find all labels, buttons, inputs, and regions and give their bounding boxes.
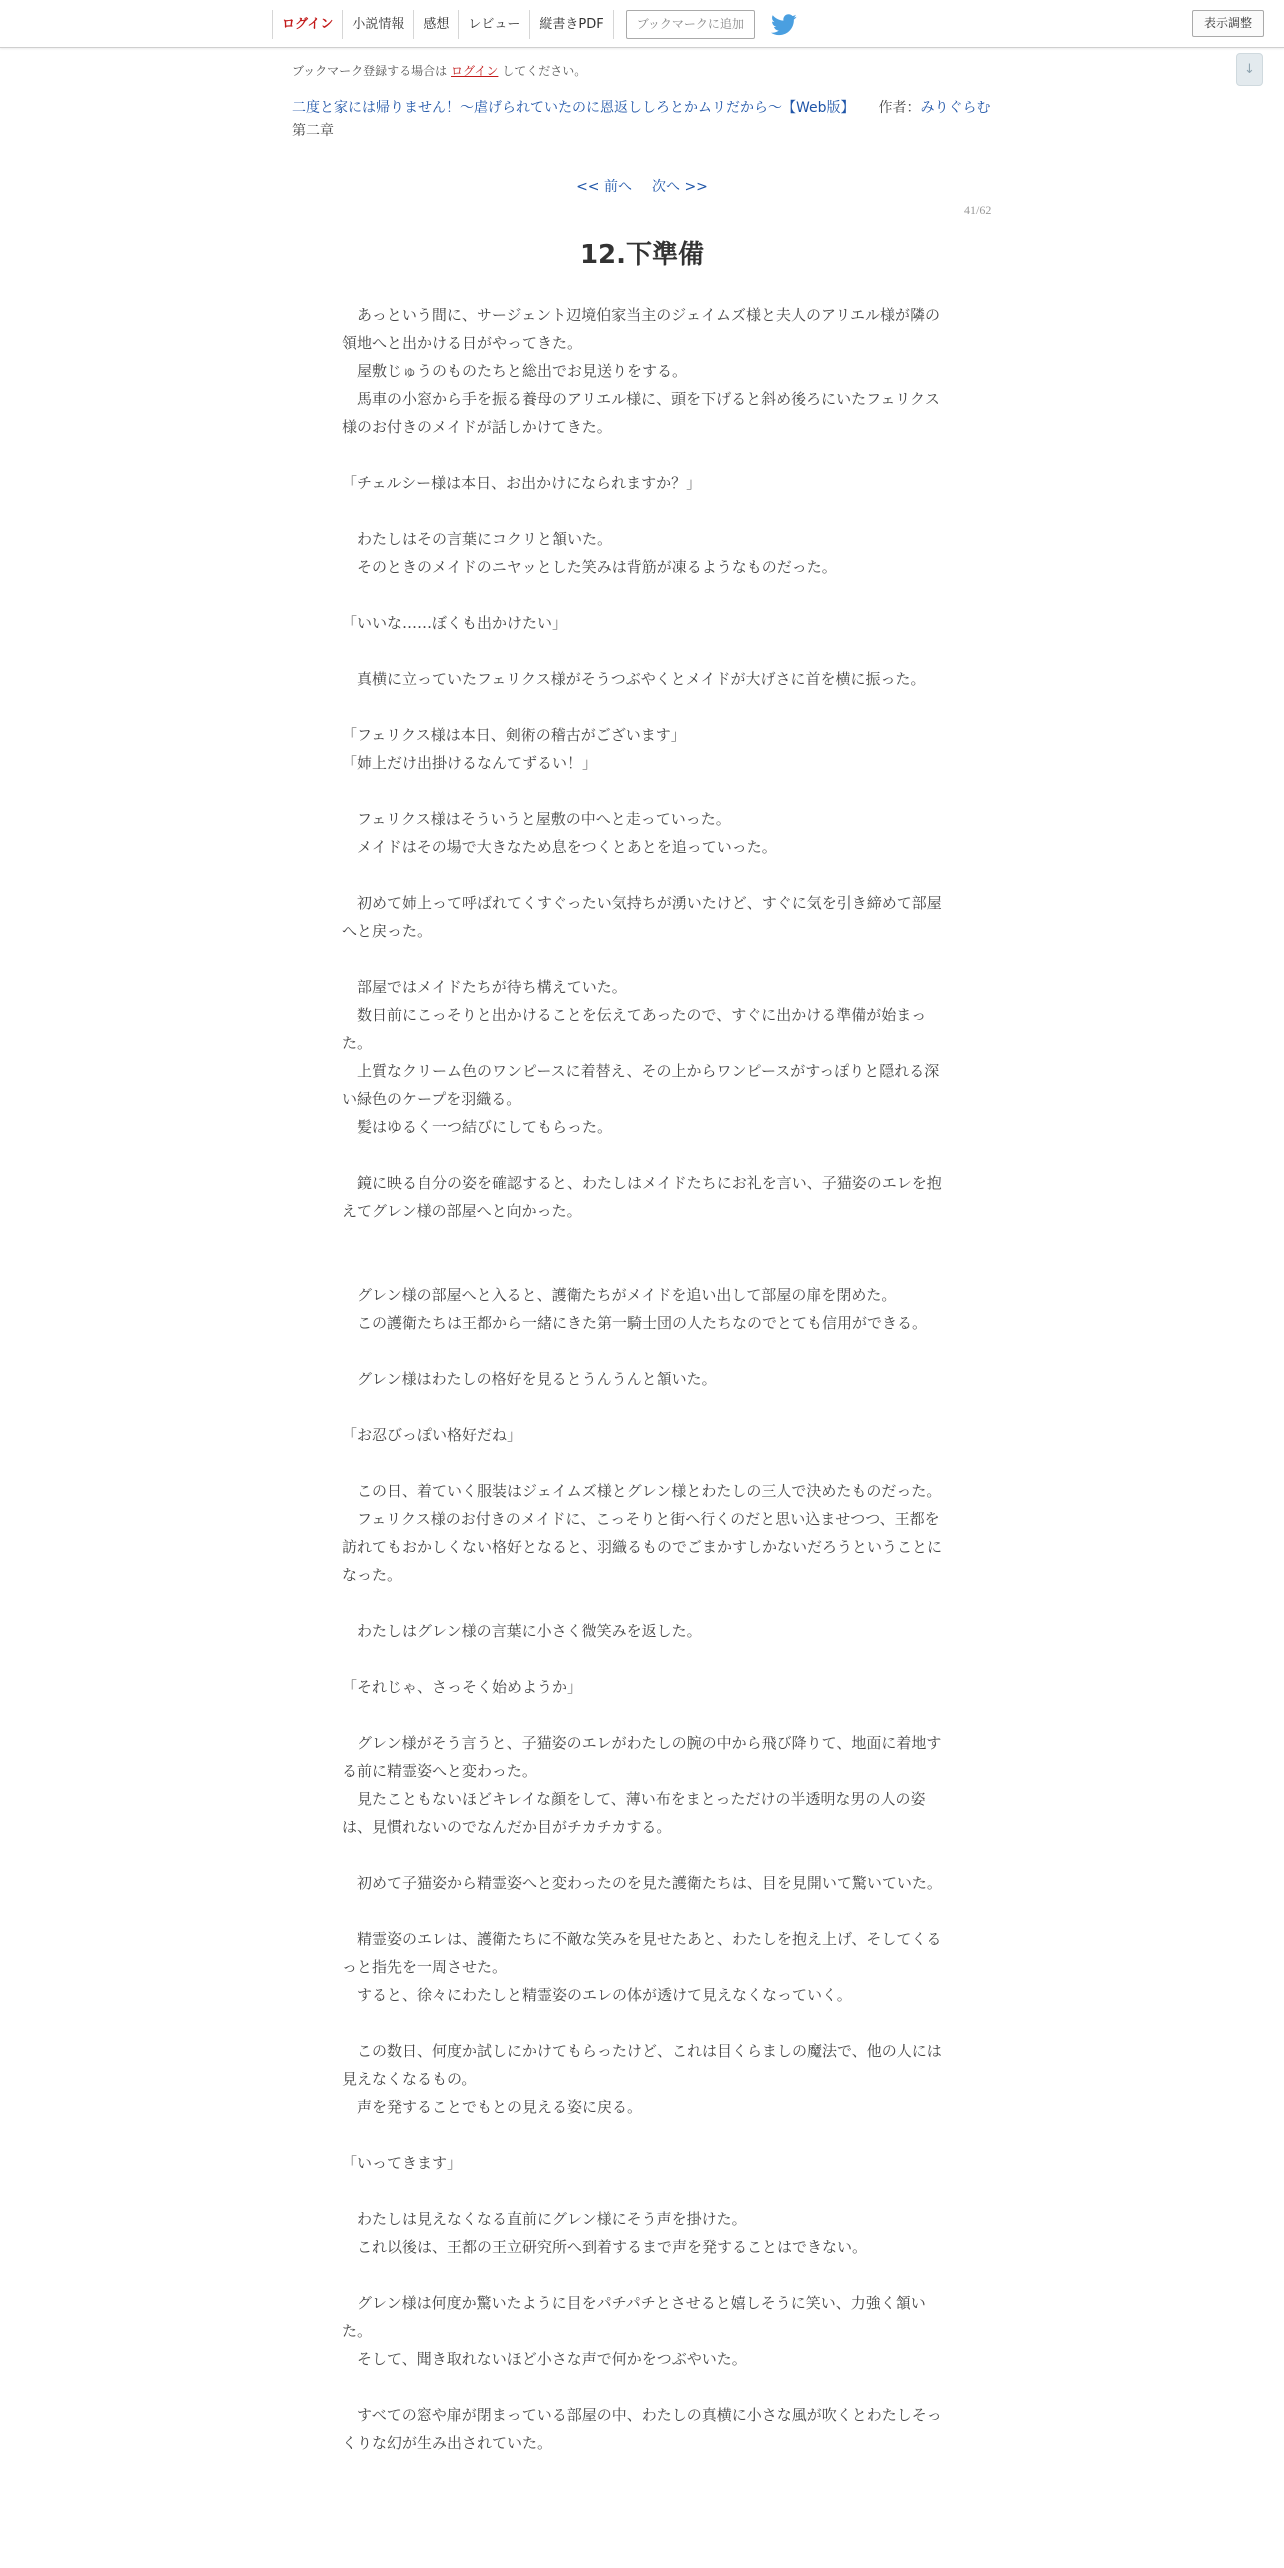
twitter-bird-icon[interactable] bbox=[771, 14, 797, 36]
body-paragraph: 「いってきます」 bbox=[342, 2154, 463, 2172]
body-paragraph: わたしは見えなくなる直前にグレン様にそう声を掛けた。 bbox=[342, 2210, 747, 2228]
nav-impressions-link[interactable]: 感想 bbox=[413, 10, 458, 39]
top-header bbox=[0, 0, 1284, 48]
nav-novel-info-link[interactable]: 小説情報 bbox=[342, 10, 413, 39]
body-paragraph: 数日前にこっそりと出かけることを伝えてあったので、すぐに出かける準備が始まった。 bbox=[342, 1006, 927, 1052]
body-paragraph: 鏡に映る自分の姿を確認すると、わたしはメイドたちにお礼を言い、子猫姿のエレを抱えてグレン様の部屋へと向かった。 bbox=[342, 1174, 942, 1220]
blank-line bbox=[342, 581, 942, 609]
body-paragraph: 初めて姉上って呼ばれてくすぐったい気持ちが湧いたけど、すぐに気を引き締めて部屋へと戻った。 bbox=[342, 894, 942, 940]
chapter-title: 第二章 bbox=[292, 123, 334, 139]
nav-login-link[interactable]: ログイン bbox=[272, 10, 342, 39]
body-paragraph: フェリクス様のお付きのメイドに、こっそりと街へ行くのだと思い込ませつつ、王都を訪れてもおかしくない格好となると、羽織るものでごまかすしかないだろうということになった。 bbox=[342, 1510, 943, 1584]
blank-line bbox=[342, 1225, 942, 1253]
blank-line bbox=[342, 1449, 942, 1477]
bookmark-note-text-end: してください。 bbox=[502, 64, 587, 78]
body-paragraph: そのときのメイドのニヤッとした笑みは背筋が凍るようなものだった。 bbox=[342, 558, 837, 576]
prev-episode-link[interactable]: << 前へ bbox=[576, 179, 632, 195]
bookmark-note-login-link[interactable]: ログイン bbox=[451, 64, 499, 78]
blank-line bbox=[342, 2373, 942, 2401]
bookmark-note-text: ブックマーク登録する場合は bbox=[292, 64, 448, 78]
body-paragraph: 「フェリクス様は本日、剣術の稽古がございます」 bbox=[342, 726, 686, 744]
body-paragraph: わたしはグレン様の言葉に小さく微笑みを返した。 bbox=[342, 1622, 702, 1640]
body-paragraph: 初めて子猫姿から精霊姿へと変わったのを見た護衛たちは、目を見開いて驚いていた。 bbox=[342, 1874, 942, 1892]
body-paragraph: わたしはその言葉にコクリと頷いた。 bbox=[342, 530, 613, 548]
blank-line bbox=[342, 1337, 942, 1365]
novel-title-link[interactable]: 二度と家には帰りません！～虐げられていたのに恩返ししろとかムリだから～【Web版】 bbox=[292, 100, 855, 116]
episode-title: 12.下準備 bbox=[579, 240, 705, 270]
blank-line bbox=[342, 1645, 942, 1673]
body-paragraph: 「チェルシー様は本日、お出かけになられますか？」 bbox=[342, 474, 702, 492]
body-paragraph: 馬車の小窓から手を振る養母のアリエル様に、頭を下げると斜め後ろにいたフェリクス様のお付きのメイドが話しかけてきた。 bbox=[342, 390, 940, 436]
bookmark-login-note bbox=[292, 62, 586, 79]
novel-body-text bbox=[342, 301, 942, 2457]
body-paragraph: 見たこともないほどキレイな顔をして、薄い布をまとっただけの半透明な男の人の姿は、見慣れないのでなんだか目がチカチカする。 bbox=[342, 1790, 926, 1836]
body-paragraph: 「それじゃ、さっそく始めようか」 bbox=[342, 1678, 583, 1696]
blank-line bbox=[342, 861, 942, 889]
body-paragraph: グレン様はわたしの格好を見るとうんうんと頷いた。 bbox=[342, 1370, 717, 1388]
blank-line bbox=[342, 945, 942, 973]
blank-line bbox=[342, 1841, 942, 1869]
body-paragraph: グレン様は何度か驚いたように目をパチパチとさせると嬉しそうに笑い、力強く頷いた。 bbox=[342, 2294, 926, 2340]
blank-line bbox=[342, 2261, 942, 2289]
next-episode-link[interactable]: 次へ >> bbox=[652, 179, 708, 195]
blank-line bbox=[342, 777, 942, 805]
body-paragraph: これ以後は、王都の王立研究所へ到着するまで声を発することはできない。 bbox=[342, 2238, 868, 2256]
body-paragraph: 屋敷じゅうのものたちと総出でお見送りをする。 bbox=[342, 362, 688, 380]
blank-line bbox=[342, 2009, 942, 2037]
body-paragraph: この数日、何度か試しにかけてもらったけど、これは目くらましの魔法で、他の人には見えなくなるもの。 bbox=[342, 2042, 942, 2088]
blank-line bbox=[342, 2177, 942, 2205]
body-paragraph: 上質なクリーム色のワンピースに着替え、その上からワンピースがすっぽりと隠れる深い緑色のケープを羽織る。 bbox=[342, 1062, 940, 1108]
blank-line bbox=[342, 441, 942, 469]
body-paragraph: フェリクス様はそういうと屋敷の中へと走っていった。 bbox=[342, 810, 731, 828]
body-paragraph: すべての窓や扉が閉まっている部屋の中、わたしの真横に小さな風が吹くとわたしそっくりな幻が生み出されていた。 bbox=[342, 2406, 942, 2452]
add-bookmark-button[interactable]: ブックマークに追加 bbox=[626, 10, 755, 39]
body-paragraph: 「いいな……ぼくも出かけたい」 bbox=[342, 614, 568, 632]
nav-review-link[interactable]: レビュー bbox=[458, 10, 529, 39]
blank-line bbox=[342, 637, 942, 665]
display-settings-button[interactable]: 表示調整 bbox=[1192, 10, 1264, 37]
body-paragraph: 真横に立っていたフェリクス様がそうつぶやくとメイドが大げさに首を横に振った。 bbox=[342, 670, 926, 688]
author-label: 作者： bbox=[878, 100, 921, 116]
body-paragraph: 声を発することでもとの見える姿に戻る。 bbox=[342, 2098, 643, 2116]
blank-line bbox=[342, 1589, 942, 1617]
blank-line bbox=[342, 497, 942, 525]
blank-line bbox=[342, 1701, 942, 1729]
scroll-down-arrow-icon[interactable]: ↓ bbox=[1236, 53, 1263, 86]
body-paragraph: 「お忍びっぽい格好だね」 bbox=[342, 1426, 523, 1444]
body-paragraph: この護衛たちは王都から一緒にきた第一騎士団の人たちなのでとても信用ができる。 bbox=[342, 1314, 928, 1332]
blank-line bbox=[342, 1141, 942, 1169]
blank-line bbox=[342, 1253, 942, 1281]
body-paragraph: すると、徐々にわたしと精霊姿のエレの体が透けて見えなくなっていく。 bbox=[342, 1986, 852, 2004]
blank-line bbox=[342, 693, 942, 721]
body-paragraph: 「姉上だけ出掛けるなんてずるい！」 bbox=[342, 754, 598, 772]
blank-line bbox=[342, 1393, 942, 1421]
body-paragraph: グレン様の部屋へと入ると、護衛たちがメイドを追い出して部屋の扉を閉めた。 bbox=[342, 1286, 897, 1304]
body-paragraph: 部屋ではメイドたちが待ち構えていた。 bbox=[342, 978, 627, 996]
novel-header-line bbox=[292, 97, 991, 117]
episode-number: 41/62 bbox=[964, 203, 992, 217]
body-paragraph: メイドはその場で大きなため息をつくとあとを追っていった。 bbox=[342, 838, 777, 856]
body-paragraph: この日、着ていく服装はジェイムズ様とグレン様とわたしの三人で決めたものだった。 bbox=[342, 1482, 942, 1500]
author-name-link[interactable]: みりぐらむ bbox=[920, 100, 991, 116]
nav-vertical-pdf-link[interactable]: 縦書きPDF bbox=[529, 10, 613, 39]
body-paragraph: グレン様がそう言うと、子猫姿のエレがわたしの腕の中から飛び降りて、地面に着地する前に精霊姿へと変わった。 bbox=[342, 1734, 942, 1780]
body-paragraph: 髪はゆるく一つ結びにしてもらった。 bbox=[342, 1118, 613, 1136]
blank-line bbox=[342, 2121, 942, 2149]
nav-bar bbox=[272, 10, 797, 39]
body-paragraph: 精霊姿のエレは、護衛たちに不敵な笑みを見せたあと、わたしを抱え上げ、そしてくるっと指先を一周させた。 bbox=[342, 1930, 942, 1976]
body-paragraph: そして、聞き取れないほど小さな声で何かをつぶやいた。 bbox=[342, 2350, 747, 2368]
body-paragraph: あっという間に、サージェント辺境伯家当主のジェイムズ様と夫人のアリエル様が隣の領地へと出かける日がやってきた。 bbox=[342, 306, 941, 352]
blank-line bbox=[342, 1897, 942, 1925]
episode-pager bbox=[0, 176, 1284, 196]
